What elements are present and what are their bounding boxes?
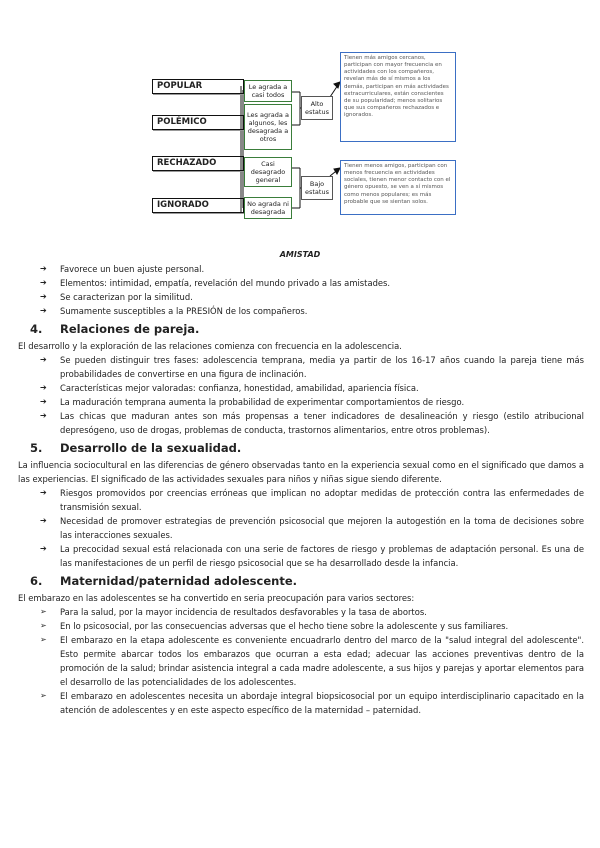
section-6-list	[18, 605, 584, 717]
arrow-icon: ➔	[40, 544, 47, 553]
arrow-icon: ➔	[40, 383, 47, 392]
category-rechazado: RECHAZADO	[152, 156, 244, 171]
arrow-icon: ➔	[40, 264, 47, 273]
arrow-icon: ➔	[40, 278, 47, 287]
section-4-list	[18, 353, 584, 437]
section-5-list	[18, 486, 584, 570]
section-6-heading: 6. Maternidad/paternidad adolescente.	[30, 574, 297, 588]
arrow-icon: ➔	[40, 306, 47, 315]
document-body	[18, 262, 584, 717]
diagram-connectors	[0, 0, 600, 260]
list-item: ➔ Sumamente susceptibles a la PRESIÓN de los compañeros.	[40, 306, 308, 316]
section-5-heading: 5. Desarrollo de la sexualidad.	[30, 441, 242, 455]
amistad-diagram	[0, 0, 600, 260]
list-item: ➔ Elementos: intimidad, empatía, revelación del mundo privado a las amistades.	[40, 278, 391, 288]
alto-estatus-traits: Tienen más amigos cercanos, participan con mayor frecuencia en actividades con los compañeros, revelan más de sí mismos a los demás, participan en más actividades extracurriculares, están conscientes de su popularidad; menos solitarios que sus compañeros rechazados e ignorados.	[340, 52, 456, 142]
diagram-caption: AMISTAD	[279, 250, 321, 259]
bajo-estatus-traits: Tienen menos amigos, participan con menos frecuencia en actividades sociales, tienen menor contacto con el género opuesto, se ven a sí mismos como menos populares; es más probable que se sientan solos.	[340, 160, 456, 215]
category-polemico: POLÉMICO	[152, 115, 244, 130]
amistad-list	[18, 262, 584, 318]
bajo-estatus-box: Bajo estatus	[301, 176, 333, 200]
polemico-description: Les agrada a algunos, les desagrada a otros	[244, 104, 292, 150]
section-4-intro: El desarrollo y la exploración de las relaciones comienza con frecuencia en la adolescencia.	[18, 341, 402, 351]
list-item: ➔ Necesidad de promover estrategias de prevención psicosocial que mejoren la autogestión en la toma de decisiones sobre las interacciones sexuales.	[40, 516, 584, 540]
list-item: ➔ Riesgos promovidos por creencias erróneas que implican no adoptar medidas de protección contra las enfermedades de transmisión sexual.	[40, 488, 584, 512]
section-6-intro: El embarazo en las adolescentes se ha convertido en seria preocupación para varios sectores:	[18, 593, 415, 603]
list-item: ➢ En lo psicosocial, por las consecuencias adversas que el hecho tiene sobre la adolescente y sus familiares.	[40, 621, 509, 631]
arrow-icon: ➔	[40, 488, 47, 497]
popular-description: Le agrada a casi todos	[244, 80, 292, 102]
list-item: ➔ La maduración temprana aumenta la probabilidad de experimentar comportamientos de riesgo.	[40, 397, 465, 407]
arrow-icon: ➔	[40, 355, 47, 364]
triangle-icon: ➢	[40, 691, 47, 700]
list-item: ➢ El embarazo en la etapa adolescente es conveniente encuadrarlo dentro del marco de la "salud integral del adolescente". Esto permite abarcar todos los embarazos que ocurran a esta edad; adecuar las acciones preventivas dentro de la promoción de la salud; brindar asistencia integral a cada madre adolescente, a sus hijos y parejas y aportar elementos para el desarrollo de las potencialidades de los adolescentes.	[40, 635, 584, 687]
list-item: ➔ Las chicas que maduran antes son más propensas a tener indicadores de desalineación y riesgo (estilo atribucional depresógeno, uso de drogas, problemas de conducta, trastornos alimentarios, entre otros problemas).	[40, 411, 584, 435]
list-item: ➔ La precocidad sexual está relacionada con una serie de factores de riesgo y problemas de adaptación personal. Es una de las manifestaciones de un perfil de riesgo psicosocial que se ha desarrollado desde la infancia.	[40, 544, 584, 568]
arrow-icon: ➔	[40, 292, 47, 301]
list-item: ➔ Favorece un buen ajuste personal.	[40, 264, 205, 274]
triangle-icon: ➢	[40, 635, 47, 644]
list-item: ➔ Características mejor valoradas: confianza, honestidad, amabilidad, apariencia física.	[40, 383, 419, 393]
category-ignorado: IGNORADO	[152, 198, 244, 213]
list-item: ➢ El embarazo en adolescentes necesita un abordaje integral biopsicosocial por un equipo interdisciplinario capacitado en la atención de adolescentes y en este aspecto específico de la maternidad – paternidad.	[40, 691, 584, 715]
category-popular: POPULAR	[152, 79, 244, 94]
rechazado-description: Casi desagrado general	[244, 157, 292, 187]
triangle-icon: ➢	[40, 607, 47, 616]
list-item: ➢ Para la salud, por la mayor incidencia de resultados desfavorables y la tasa de abortos.	[40, 607, 427, 617]
list-item: ➔ Se pueden distinguir tres fases: adolescencia temprana, media ya partir de los 16-17 años cuando la pareja tiene más probabilidades de convertirse en una figura de inclinación.	[40, 355, 584, 379]
arrow-icon: ➔	[40, 516, 47, 525]
alto-estatus-box: Alto estatus	[301, 96, 333, 120]
section-5-intro: La influencia sociocultural en las diferencias de género observadas tanto en la experiencia sexual como en el significado que damos a las experiencias. El significado de las actividades sexuales para niños y niñas sigue siendo diferente.	[18, 460, 584, 484]
triangle-icon: ➢	[40, 621, 47, 630]
list-item: ➔ Se caracterizan por la similitud.	[40, 292, 193, 302]
ignorado-description: No agrada ni desagrada	[244, 197, 292, 219]
arrow-icon: ➔	[40, 411, 47, 420]
arrow-icon: ➔	[40, 397, 47, 406]
section-4-heading: 4. Relaciones de pareja.	[30, 322, 200, 336]
